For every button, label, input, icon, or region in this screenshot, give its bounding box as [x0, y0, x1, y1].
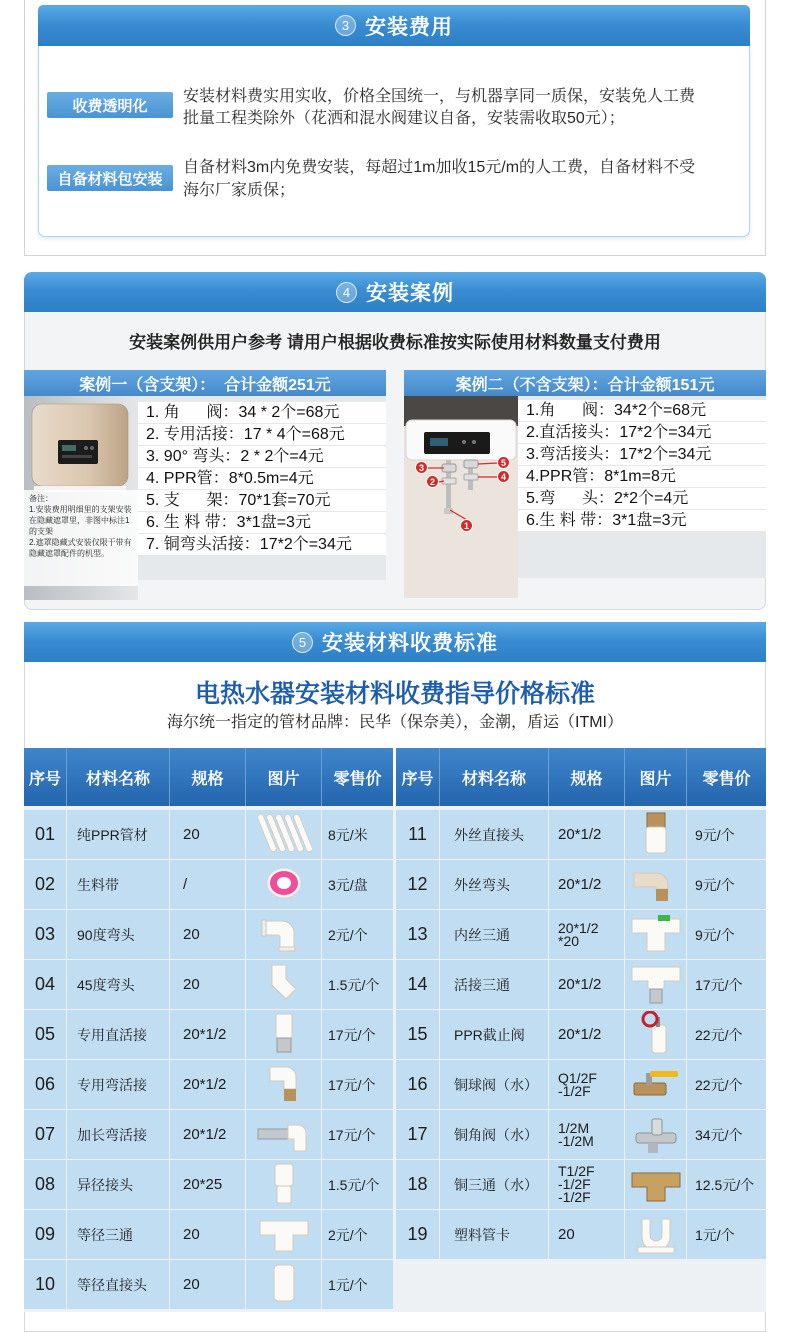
cell-spec-text: 20 [558, 1225, 575, 1243]
table-row [396, 1160, 766, 1209]
table-row [24, 960, 393, 1009]
coupling-icon [256, 1261, 312, 1308]
cell-price-text: 1.5元/个 [328, 976, 380, 993]
case-item: 5. 支 架：70*1套=70元 [138, 490, 386, 511]
cell-no-text: 06 [34, 1074, 56, 1094]
product-image-cell [246, 860, 321, 909]
cell-no [24, 1260, 66, 1309]
cell-price-text: 1元/个 [328, 1276, 368, 1293]
cell-no-text: 13 [407, 924, 428, 944]
fee-section-body [38, 46, 750, 237]
column-header: 图片 [625, 748, 687, 806]
table-row [396, 960, 766, 1009]
product-image-cell [246, 1010, 321, 1059]
cell-name-text: PPR截止阀 [454, 1026, 525, 1043]
marker-label: 2 [426, 475, 439, 488]
case-two-header: 案例二（不含支架）：合计金额151元 [404, 370, 766, 396]
cell-no-text: 04 [34, 974, 56, 994]
transparent-fee-badge: 收费透明化 [47, 92, 173, 118]
table-row [24, 1210, 393, 1259]
cell-no [24, 1060, 66, 1109]
transparent-fee-text [183, 86, 695, 130]
table-row [24, 1110, 393, 1159]
table-row [396, 860, 766, 909]
cell-price-text: 9元/个 [695, 876, 735, 893]
cell-name [440, 1110, 548, 1159]
cell-name-text: 塑料管卡 [454, 1226, 510, 1243]
product-image-cell [625, 910, 686, 959]
cell-spec-text: 20 [183, 1275, 200, 1293]
cell-no-text: 07 [34, 1124, 56, 1144]
cell-name-text: 加长弯活接 [77, 1126, 147, 1143]
table-row [396, 910, 766, 959]
cell-name [67, 1110, 169, 1159]
case-item: 6.生 料 带：3*1盘=3元 [518, 510, 766, 531]
cell-name-text: 专用弯活接 [77, 1076, 147, 1093]
marker-label: 4 [497, 470, 510, 483]
cell-price [687, 960, 766, 1009]
cell-no [396, 860, 439, 909]
case-item: 2. 专用活接：17 * 4个=68元 [138, 424, 386, 445]
cell-no-text: 14 [407, 974, 428, 994]
cell-no [396, 1210, 439, 1259]
elbow-90-icon [256, 911, 312, 958]
cell-spec-text: 20*1/2 [558, 825, 602, 843]
case-item: 3.弯活接头：17*2个=34元 [518, 444, 766, 465]
cell-spec-text: 20*1/2 *20 [558, 919, 599, 949]
cell-name-text: 等径直接头 [77, 1276, 147, 1293]
cell-price [687, 1110, 766, 1159]
cell-no [24, 860, 66, 909]
cell-spec [549, 810, 624, 859]
cell-spec [549, 1160, 624, 1209]
marker-label: 1 [460, 519, 473, 532]
cell-name-text: 90度弯头 [77, 926, 135, 943]
cell-no-text: 01 [34, 824, 56, 844]
cell-price [687, 1210, 766, 1259]
cell-no-text: 09 [34, 1224, 56, 1244]
cell-no [396, 1110, 439, 1159]
cell-price [322, 960, 393, 1009]
cell-price-text: 17元/个 [328, 1076, 376, 1093]
product-image-cell [625, 960, 686, 1009]
cell-spec-text: 1/2M -1/2M [558, 1119, 594, 1149]
case-item: 3. 90° 弯头：2 * 2个=4元 [138, 446, 386, 467]
cell-price [687, 910, 766, 959]
cell-name [440, 1160, 548, 1209]
case-one-header: 案例一（含支架）： 合计金额251元 [24, 370, 386, 396]
product-image-cell [625, 1160, 686, 1209]
fee-section-title: 安装费用 [365, 15, 453, 39]
note-heading: 备注： [29, 494, 53, 503]
column-header: 规格 [170, 748, 246, 806]
cell-price [322, 910, 393, 959]
cell-no [396, 910, 439, 959]
cell-spec [549, 910, 624, 959]
cell-price-text: 9元/个 [695, 826, 735, 843]
cell-name-text: 活接三通 [454, 976, 510, 993]
cell-no-text: 19 [407, 1224, 428, 1244]
cell-price [322, 1260, 393, 1309]
reducer-icon [256, 1161, 312, 1208]
cell-price-text: 34元/个 [695, 1126, 743, 1143]
cell-no-text: 08 [34, 1174, 56, 1194]
case-section-title: 安装案例 [366, 282, 454, 305]
section-number-badge: 4 [336, 282, 357, 303]
cell-price [322, 1160, 393, 1209]
column-header: 规格 [549, 748, 625, 806]
product-image-cell [625, 810, 686, 859]
fee-text-line: 安装材料费实用实收，价格全国统一，与机器享同一质保，安装免人工费 [183, 88, 696, 105]
note-line: 2.遮罩隐藏式安装仅限于带有隐藏遮罩配件的机型。 [29, 538, 132, 558]
cell-name [440, 960, 548, 1009]
cell-name [67, 1210, 169, 1259]
cell-price-text: 22元/个 [695, 1076, 743, 1093]
cell-price-text: 9元/个 [695, 926, 735, 943]
cell-no-text: 18 [407, 1174, 428, 1194]
product-image-cell [625, 1110, 686, 1159]
marker-label: 3 [415, 461, 428, 474]
cell-no [396, 1010, 439, 1059]
cell-no [396, 810, 439, 859]
cell-price-text: 1.5元/个 [328, 1176, 380, 1193]
cell-spec-text: 20*1/2 [183, 1025, 227, 1043]
elbow-45-icon [256, 961, 312, 1008]
product-image-cell [246, 910, 321, 959]
cell-name [67, 1060, 169, 1109]
product-image-cell [246, 1210, 321, 1259]
cell-name-text: 铜角阀（水） [454, 1126, 538, 1143]
water-heater-pipes-icon [404, 396, 518, 598]
cell-spec [549, 860, 624, 909]
price-table-header-right [396, 748, 766, 806]
fee-text-line: 自备材料3m内免费安装，每超过1m加收15元/m的人工费，自备材料不受 [183, 159, 696, 176]
table-row [396, 1210, 766, 1259]
cell-price-text: 1元/个 [695, 1226, 735, 1243]
cell-spec [170, 910, 245, 959]
product-image-cell [246, 1110, 321, 1159]
case-item: 7. 铜弯头活接：17*2个=34元 [138, 534, 386, 555]
cell-name-text: 生料带 [77, 876, 119, 893]
table-row [24, 1060, 393, 1109]
cell-name-text: 等径三通 [77, 1226, 133, 1243]
note-line: 1.安装费用明细里的支架安装在隐藏遮罩里，非图中标注1的支架 [29, 505, 132, 536]
table-row [396, 1110, 766, 1159]
cell-name [67, 1160, 169, 1209]
cell-price-text: 17元/个 [695, 976, 743, 993]
brass-tee-icon [628, 1161, 684, 1208]
cell-name [440, 1210, 548, 1259]
cell-spec [170, 1210, 245, 1259]
male-elbow-icon [628, 861, 684, 908]
cell-name [67, 810, 169, 859]
cell-spec-text: 20*25 [183, 1175, 223, 1193]
cell-price-text: 3元/盘 [328, 876, 368, 893]
column-header: 零售价 [333, 770, 382, 788]
cell-spec [549, 1110, 624, 1159]
cell-spec [549, 1010, 624, 1059]
cell-no-text: 02 [34, 874, 56, 894]
cell-spec [170, 810, 245, 859]
self-supply-text [183, 156, 695, 202]
product-image-cell [625, 1010, 686, 1059]
cell-price-text: 8元/米 [328, 826, 368, 843]
cell-spec-text: 20 [183, 925, 200, 943]
cell-name-text: 纯PPR管材 [77, 826, 148, 843]
table-row [396, 1010, 766, 1059]
straight-union-icon [256, 1011, 312, 1058]
cell-name-text: 异径接头 [77, 1176, 133, 1193]
table-row [24, 1160, 393, 1209]
cell-name-text: 内丝三通 [454, 926, 510, 943]
cell-price-text: 2元/个 [328, 1226, 368, 1243]
cell-name [440, 810, 548, 859]
cell-no-text: 05 [34, 1024, 56, 1044]
cell-price [322, 860, 393, 909]
cell-no [24, 1010, 66, 1059]
column-header: 序号 [24, 748, 67, 806]
cell-name [67, 860, 169, 909]
case-item: 1.角 阀：34*2个=68元 [518, 400, 766, 421]
table-row [24, 860, 393, 909]
column-header: 图片 [246, 748, 322, 806]
cell-spec-text: 20*1/2 [558, 875, 602, 893]
case-section-subtitle: 安装案例供用户参考 请用户根据收费标准按实际使用材料数量支付费用 [129, 333, 661, 352]
cell-spec [549, 1210, 624, 1259]
cell-no-text: 03 [34, 924, 56, 944]
fee-text-line: 海尔厂家质保； [183, 182, 296, 199]
stop-valve-icon [628, 1011, 684, 1058]
elbow-union-icon [256, 1061, 312, 1108]
cell-price-text: 17元/个 [328, 1026, 376, 1043]
table-row [396, 1060, 766, 1109]
female-tee-icon [628, 911, 684, 958]
product-image-cell [246, 810, 321, 859]
case-two-list [518, 400, 766, 532]
cell-name [440, 860, 548, 909]
cell-spec-text: / [183, 875, 188, 893]
table-row [24, 910, 393, 959]
cell-price [687, 1160, 766, 1209]
cell-spec [170, 860, 245, 909]
cell-spec-text: T1/2F -1/2F -1/2F [558, 1163, 595, 1205]
ball-valve-icon [628, 1061, 684, 1108]
angle-valve-icon [628, 1111, 684, 1158]
cell-price [322, 1210, 393, 1259]
cell-no [24, 960, 66, 1009]
cell-name-text: 外丝直接头 [454, 826, 524, 843]
product-image-cell [246, 1060, 321, 1109]
cell-name [67, 1010, 169, 1059]
pipe-brands-text: 海尔统一指定的管材品牌：民华（保奈美），金潮，盾运（ITMI） [167, 714, 623, 731]
cell-no [24, 1110, 66, 1159]
cell-name [67, 1260, 169, 1309]
cell-spec [170, 1160, 245, 1209]
cell-no [396, 1160, 439, 1209]
cell-name [67, 910, 169, 959]
cell-name [440, 1010, 548, 1059]
cell-no [24, 810, 66, 859]
cell-spec [549, 1060, 624, 1109]
cell-spec [170, 1010, 245, 1059]
cell-no [396, 1060, 439, 1109]
column-header: 序号 [396, 748, 440, 806]
section-number-badge: 3 [335, 15, 356, 36]
table-row [24, 810, 393, 859]
fee-text-line: 批量工程类除外（花洒和混水阀建议自备，安装需收取50元）； [183, 110, 625, 127]
case-one-photo [24, 396, 138, 600]
cell-no-text: 17 [407, 1124, 428, 1144]
table-row [396, 810, 766, 859]
case-two-photo [404, 396, 518, 598]
cell-spec-text: 20*1/2 [183, 1075, 227, 1093]
cell-price-text: 12.5元/个 [695, 1176, 755, 1193]
cell-no-text: 12 [407, 874, 428, 894]
cell-no [24, 1210, 66, 1259]
tee-icon [256, 1211, 312, 1258]
cell-price [322, 1010, 393, 1059]
cell-spec [549, 960, 624, 1009]
cell-no-text: 16 [407, 1074, 428, 1094]
cell-price [687, 860, 766, 909]
cell-price [322, 810, 393, 859]
cell-no [24, 1160, 66, 1209]
case-section-header [24, 272, 766, 312]
cell-spec-text: 20 [183, 825, 200, 843]
cell-name-text: 铜球阀（水） [454, 1076, 538, 1093]
ppr-pipes-icon [256, 811, 312, 858]
cell-name-text: 铜三通（水） [454, 1176, 538, 1193]
cell-name [440, 1060, 548, 1109]
cell-price [322, 1060, 393, 1109]
section-number-badge: 5 [292, 632, 313, 653]
cell-spec [170, 1110, 245, 1159]
materials-section-header [24, 622, 766, 662]
case-item: 6. 生 料 带：3*1盘=3元 [138, 512, 386, 533]
union-tee-icon [628, 961, 684, 1008]
cell-spec [170, 1260, 245, 1309]
column-header: 材料名称 [440, 748, 549, 806]
case-item: 4.PPR管：8*1m=8元 [518, 466, 766, 487]
product-image-cell [625, 1060, 686, 1109]
cell-spec-text: 20 [183, 975, 200, 993]
materials-section-title: 安装材料收费标准 [322, 632, 498, 655]
cell-spec-text: 20*1/2 [558, 975, 602, 993]
cell-no-text: 10 [34, 1274, 56, 1294]
cell-no [396, 960, 439, 1009]
case-item: 5.弯 头：2*2个=4元 [518, 488, 766, 509]
case-item: 1. 角 阀：34 * 2个=68元 [138, 402, 386, 423]
long-elbow-union-icon [256, 1111, 312, 1158]
cell-no [24, 910, 66, 959]
cell-spec [170, 1060, 245, 1109]
product-image-cell [625, 860, 686, 909]
case-item: 2.直活接头：17*2个=34元 [518, 422, 766, 443]
cell-price-text: 22元/个 [695, 1026, 743, 1043]
pipe-clip-icon [628, 1211, 684, 1258]
product-image-cell [246, 960, 321, 1009]
cell-price [322, 1110, 393, 1159]
case-one-note [24, 490, 138, 586]
cell-spec-text: 20*1/2 [558, 1025, 602, 1043]
self-supply-badge: 自备材料包安装 [47, 165, 173, 191]
teflon-tape-icon [256, 861, 312, 908]
male-straight-adapter-icon [628, 811, 684, 858]
table-row [24, 1260, 393, 1309]
product-image-cell [246, 1260, 321, 1309]
cell-spec [170, 960, 245, 1009]
cell-price-text: 2元/个 [328, 926, 368, 943]
case-item: 4. PPR管：8*0.5m=4元 [138, 468, 386, 489]
price-standard-title: 电热水器安装材料收费指导价格标准 [194, 680, 595, 708]
marker-label: 5 [497, 456, 510, 469]
cell-name [67, 960, 169, 1009]
cell-name-text: 45度弯头 [77, 976, 135, 993]
cell-price [687, 1010, 766, 1059]
product-image-cell [246, 1160, 321, 1209]
cell-spec-text: 20*1/2 [183, 1125, 227, 1143]
product-image-cell [625, 1210, 686, 1259]
cell-price [687, 1060, 766, 1109]
cell-spec-text: 20 [183, 1225, 200, 1243]
column-header: 材料名称 [67, 748, 170, 806]
case-one-list [138, 402, 386, 556]
cell-name-text: 专用直活接 [77, 1026, 147, 1043]
table-row [24, 1010, 393, 1059]
cell-no-text: 11 [408, 824, 427, 844]
cell-no-text: 15 [407, 1024, 428, 1044]
cell-price [687, 810, 766, 859]
column-header: 零售价 [702, 770, 751, 788]
cell-name-text: 外丝弯头 [454, 876, 510, 893]
price-table-header-left [24, 748, 393, 806]
cell-name [440, 910, 548, 959]
cell-spec-text: Q1/2F -1/2F [558, 1069, 597, 1099]
fee-section-header [38, 5, 750, 46]
cell-price-text: 17元/个 [328, 1126, 376, 1143]
